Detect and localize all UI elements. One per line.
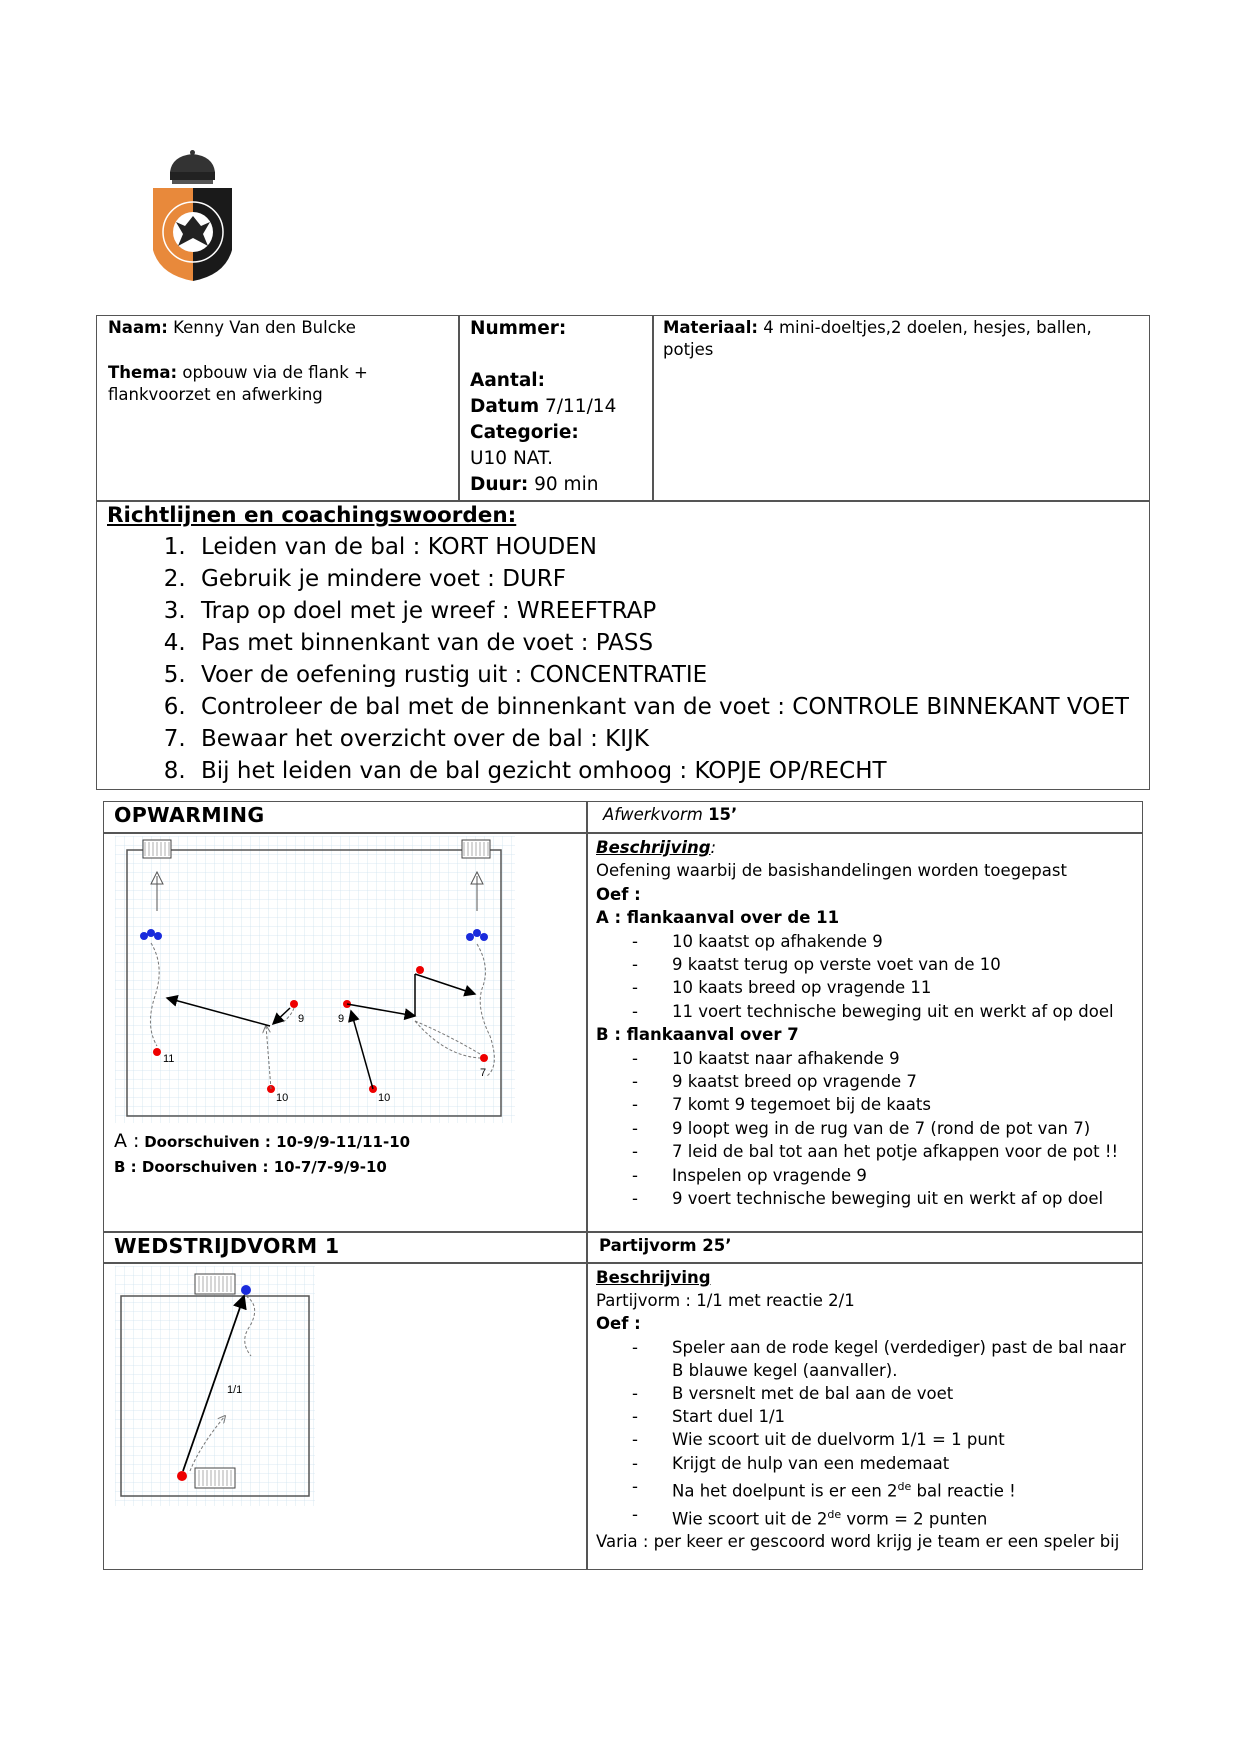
opwarming-vorm-label: Afwerkvorm — [603, 805, 703, 824]
categorie-value: U10 NAT. — [470, 448, 554, 469]
item-sup: de — [897, 1479, 912, 1493]
datum-label: Datum — [470, 396, 540, 417]
opwarming-description: Beschrijving: Oefening waarbij de basishandelingen worden toegepast Oef : A : flankaanval over de 11 - 10 kaatst op afhakende 9 - 9 kaatst terug op verste voet van de 10 - 10 kaats breed op vragende 11 - 11 voert technische beweging uit en werkt af op doel B : flankaanval over 7 - 10 kaatst naar afhakende 9 - 9 kaatst breed op vragende 7 - 7 komt 9 tegemoet bij de kaats - 9 loopt weg in de rug van de 7 (rond de pot van 7) - 7 leid de bal tot aan het potje afkappen voor de pot !! - Inspelen op vragende 9 - 9 voert technische beweging uit en werkt af op doel — [596, 836, 1141, 1211]
list-item: - 9 voert technische beweging uit en werkt af op doel — [596, 1187, 1141, 1210]
categorie-label: Categorie: — [470, 422, 579, 443]
list-item: - 11 voert technische beweging uit en werkt af op doel — [596, 1000, 1141, 1023]
list-item: - Krijgt de hulp van een medemaat — [596, 1452, 1141, 1475]
goal-icon — [462, 840, 490, 858]
guideline-item: 3. Trap op doel met je wreef : WREEFTRAP — [193, 595, 1139, 627]
naam-label: Naam: — [108, 318, 168, 337]
beschrijving-label: Beschrijving — [596, 838, 711, 857]
guideline-item: 6. Controleer de bal met de binnenkant van de voet : CONTROLE BINNEKANT VOET — [193, 691, 1139, 723]
player-label: 9 — [338, 1013, 345, 1025]
guideline-item: 5. Voer de oefening rustig uit : CONCENTRATIE — [193, 659, 1139, 691]
naam-value: Kenny Van den Bulcke — [173, 318, 356, 337]
list-item: - 10 kaats breed op vragende 11 — [596, 976, 1141, 999]
club-logo — [150, 150, 235, 285]
goal-icon — [143, 840, 171, 858]
variant-b-title: B : flankaanval over 7 — [596, 1025, 799, 1045]
materiaal-label: Materiaal: — [663, 318, 758, 337]
nummer-cell — [470, 316, 650, 498]
wedstrijdvorm-intro: Partijvorm : 1/1 met reactie 2/1 — [596, 1291, 855, 1311]
thema-value: opbouw via de flank + flankvoorzet en afwerking — [108, 363, 368, 404]
nummer-label: Nummer: — [470, 318, 567, 339]
list-item: - 7 komt 9 tegemoet bij de kaats — [596, 1093, 1141, 1116]
guideline-item: 8. Bij het leiden van de bal gezicht omhoog : KOPJE OP/RECHT — [193, 755, 1139, 787]
guideline-item: 4. Pas met binnenkant van de voet : PASS — [193, 627, 1139, 659]
goal-icon — [195, 1468, 235, 1488]
opwarming-intro: Oefening waarbij de basishandelingen worden toegepast — [596, 861, 1067, 881]
opwarming-title: OPWARMING — [114, 803, 265, 827]
guideline-item: 2. Gebruik je mindere voet : DURF — [193, 563, 1139, 595]
rotation-notes — [114, 1129, 410, 1180]
guideline-item: 7. Bewaar het overzicht over de bal : KIJK — [193, 723, 1139, 755]
list-item: - 7 leid de bal tot aan het potje afkappen voor de pot !! — [596, 1140, 1141, 1163]
list-item: - Speler aan de rode kegel (verdediger) past de bal naar B blauwe kegel (aanvaller). — [596, 1336, 1141, 1382]
item-text: bal reactie ! — [911, 1481, 1016, 1501]
opwarming-vorm — [603, 804, 737, 826]
opwarming-duration: 15’ — [708, 805, 738, 824]
wedstrijdvorm-vorm: Partijvorm 25’ — [599, 1236, 732, 1255]
materiaal-cell — [663, 317, 1113, 361]
rotation-a: Doorschuiven : 10-9/9-11/11-10 — [144, 1133, 411, 1151]
thema-label: Thema: — [108, 363, 178, 382]
list-item: - 10 kaatst op afhakende 9 — [596, 930, 1141, 953]
player-label: 9 — [298, 1013, 305, 1025]
player-label: 10 — [276, 1092, 289, 1104]
list-item — [596, 1475, 1141, 1503]
list-item: - 9 kaatst terug op verste voet van de 10 — [596, 953, 1141, 976]
list-item: - 9 loopt weg in de rug van de 7 (rond de pot van 7) — [596, 1117, 1141, 1140]
wedstrijdvorm-diagram — [115, 1266, 315, 1506]
rotation-a-prefix: A : — [114, 1130, 140, 1152]
list-item: - Start duel 1/1 — [596, 1405, 1141, 1428]
wedstrijdvorm-list — [596, 1336, 1141, 1531]
duel-label: 1/1 — [227, 1384, 243, 1396]
duur-label: Duur: — [470, 474, 529, 495]
variant-a-list — [596, 930, 1141, 1024]
guidelines-title: Richtlijnen en coachingswoorden: — [107, 503, 517, 528]
item-text: vorm = 2 punten — [841, 1509, 988, 1529]
guideline-item: 1. Leiden van de bal : KORT HOUDEN — [193, 531, 1139, 563]
item-text: Wie scoort uit de 2 — [672, 1509, 828, 1529]
list-item: - 10 kaatst naar afhakende 9 — [596, 1047, 1141, 1070]
beschrijving-label: Beschrijving — [596, 1268, 711, 1287]
materiaal-value: 4 mini-doeltjes,2 doelen, hesjes, ballen, potjes — [663, 318, 1092, 359]
item-text: Na het doelpunt is er een 2 — [672, 1481, 898, 1501]
list-item: - Inspelen op vragende 9 — [596, 1164, 1141, 1187]
oef-label: Oef : — [596, 884, 641, 904]
player-label: 11 — [163, 1053, 175, 1065]
goal-icon — [195, 1274, 235, 1294]
list-item: - B versnelt met de bal aan de voet — [596, 1382, 1141, 1405]
player-label: 10 — [378, 1092, 391, 1104]
list-item: - 9 kaatst breed op vragende 7 — [596, 1070, 1141, 1093]
varia-note: Varia : per keer er gescoord word krijg je team er een speler bij — [596, 1532, 1120, 1552]
player-label: 7 — [480, 1067, 487, 1079]
crown-icon — [170, 150, 215, 184]
oef-label: Oef : — [596, 1314, 641, 1334]
name-cell — [108, 317, 448, 406]
variant-a-title: A : flankaanval over de 11 — [596, 908, 840, 928]
guidelines-box — [96, 500, 1150, 790]
variant-b-list — [596, 1047, 1141, 1211]
aantal-label: Aantal: — [470, 370, 546, 391]
guidelines-list — [107, 531, 1139, 787]
list-item — [596, 1503, 1141, 1531]
opwarming-diagram — [115, 836, 515, 1123]
wedstrijdvorm-title: WEDSTRIJDVORM 1 — [114, 1234, 340, 1258]
datum-value: 7/11/14 — [545, 396, 617, 417]
wedstrijdvorm-description — [596, 1266, 1141, 1553]
rotation-b: B : Doorschuiven : 10-7/7-9/9-10 — [114, 1158, 387, 1176]
item-sup: de — [827, 1507, 842, 1521]
duur-value: 90 min — [534, 474, 599, 495]
list-item: - Wie scoort uit de duelvorm 1/1 = 1 punt — [596, 1428, 1141, 1451]
